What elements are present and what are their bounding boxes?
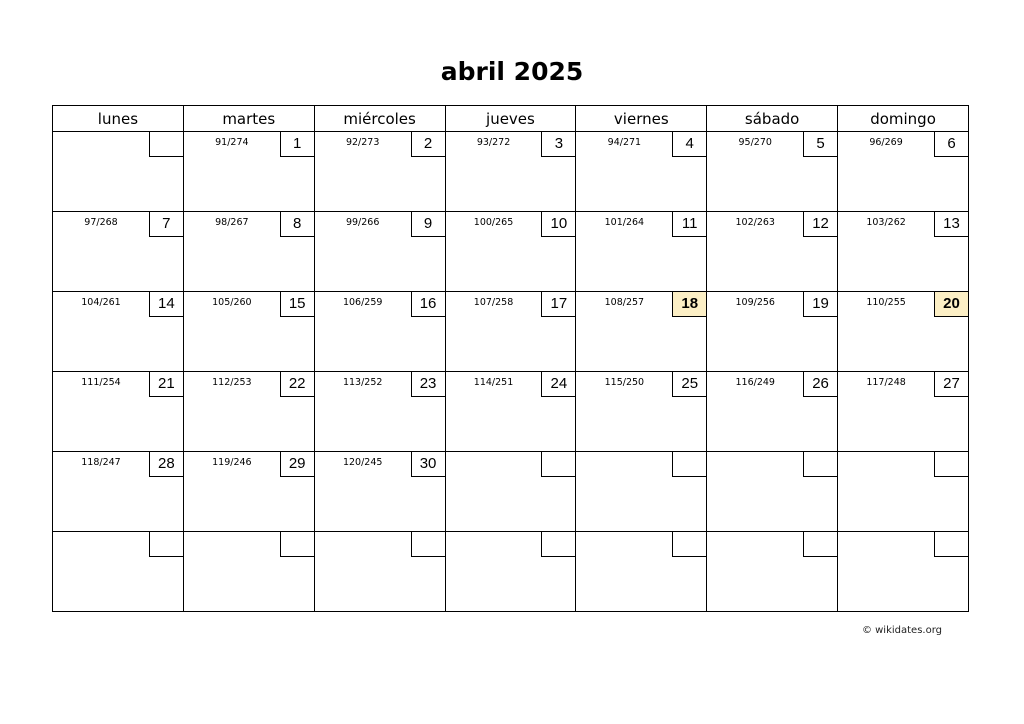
day-of-year-label: 102/263 <box>735 217 775 228</box>
day-of-year-label: 112/253 <box>212 377 252 388</box>
day-cell <box>53 452 184 532</box>
day-number: 29 <box>280 452 314 477</box>
day-of-year-label: 100/265 <box>473 217 514 228</box>
day-number: 26 <box>803 372 837 397</box>
week-row <box>53 132 969 212</box>
day-number: 1 <box>280 132 314 157</box>
day-of-year-label: 110/255 <box>866 297 906 308</box>
day-cell <box>183 132 314 212</box>
day-cell <box>53 292 184 372</box>
day-number: 9 <box>411 212 445 237</box>
day-number: 13 <box>934 212 968 237</box>
weekday-header: viernes <box>576 106 707 132</box>
week-row <box>53 372 969 452</box>
day-of-year-label: 105/260 <box>212 297 252 308</box>
day-number <box>541 452 575 477</box>
day-of-year-label: 91/274 <box>215 137 249 148</box>
day-cell <box>314 212 445 292</box>
day-number: 30 <box>411 452 445 477</box>
day-number: 3 <box>541 132 575 157</box>
day-number: 18 <box>672 292 706 317</box>
day-of-year-label: 96/269 <box>869 137 903 148</box>
weekday-header: domingo <box>838 106 969 132</box>
day-number <box>149 132 183 157</box>
day-cell <box>183 212 314 292</box>
week-row <box>53 532 969 612</box>
day-cell <box>707 372 838 452</box>
day-number: 24 <box>541 372 575 397</box>
day-number: 5 <box>803 132 837 157</box>
calendar-body <box>53 132 969 612</box>
copyright-footer: © wikidates.org <box>861 625 942 636</box>
day-number: 21 <box>149 372 183 397</box>
day-cell <box>445 452 576 532</box>
day-of-year-label: 117/248 <box>866 377 906 388</box>
day-number: 2 <box>411 132 445 157</box>
day-of-year-label: 119/246 <box>212 457 252 468</box>
day-cell <box>183 452 314 532</box>
day-number: 17 <box>541 292 575 317</box>
day-of-year-label: 116/249 <box>735 377 775 388</box>
weekday-header: sábado <box>707 106 838 132</box>
day-number: 7 <box>149 212 183 237</box>
day-cell <box>576 532 707 612</box>
day-cell <box>838 292 969 372</box>
week-row <box>53 212 969 292</box>
calendar-grid <box>52 105 969 612</box>
day-cell <box>53 532 184 612</box>
day-number: 6 <box>934 132 968 157</box>
day-of-year-label: 98/267 <box>215 217 249 228</box>
day-number <box>803 532 837 557</box>
day-number: 16 <box>411 292 445 317</box>
day-of-year-label: 107/258 <box>473 297 514 308</box>
day-of-year-label: 108/257 <box>604 297 645 308</box>
day-number: 27 <box>934 372 968 397</box>
day-number <box>672 532 706 557</box>
week-row <box>53 452 969 532</box>
day-number <box>934 532 968 557</box>
day-number: 11 <box>672 212 706 237</box>
day-cell <box>445 532 576 612</box>
day-of-year-label: 95/270 <box>738 137 772 148</box>
day-number <box>934 452 968 477</box>
day-of-year-label: 111/254 <box>81 377 121 388</box>
day-number <box>149 532 183 557</box>
day-cell <box>838 372 969 452</box>
weekday-header: miércoles <box>314 106 445 132</box>
day-number: 25 <box>672 372 706 397</box>
day-cell <box>183 532 314 612</box>
day-number <box>411 532 445 557</box>
day-of-year-label: 113/252 <box>342 377 383 388</box>
day-number <box>803 452 837 477</box>
week-row <box>53 292 969 372</box>
day-cell <box>707 532 838 612</box>
day-of-year-label: 120/245 <box>342 457 383 468</box>
day-number <box>541 532 575 557</box>
day-number <box>280 532 314 557</box>
calendar-title: abril 2025 <box>440 57 584 86</box>
day-cell <box>576 132 707 212</box>
day-number: 23 <box>411 372 445 397</box>
day-number: 22 <box>280 372 314 397</box>
day-number: 15 <box>280 292 314 317</box>
day-cell <box>445 132 576 212</box>
day-of-year-label: 93/272 <box>476 137 511 148</box>
day-cell <box>445 212 576 292</box>
day-cell <box>707 212 838 292</box>
day-cell <box>314 372 445 452</box>
day-number: 10 <box>541 212 575 237</box>
day-cell <box>314 532 445 612</box>
day-of-year-label: 109/256 <box>735 297 775 308</box>
day-cell <box>838 132 969 212</box>
day-number: 28 <box>149 452 183 477</box>
day-cell <box>53 132 184 212</box>
day-cell <box>183 372 314 452</box>
day-of-year-label: 114/251 <box>473 377 514 388</box>
day-of-year-label: 101/264 <box>604 217 645 228</box>
day-number: 12 <box>803 212 837 237</box>
day-of-year-label: 106/259 <box>342 297 383 308</box>
day-cell <box>53 372 184 452</box>
day-cell <box>445 292 576 372</box>
day-cell <box>576 372 707 452</box>
day-of-year-label: 94/271 <box>607 137 642 148</box>
day-cell <box>314 292 445 372</box>
day-cell <box>838 452 969 532</box>
day-cell <box>183 292 314 372</box>
weekday-header: lunes <box>53 106 184 132</box>
day-cell <box>707 132 838 212</box>
day-number: 19 <box>803 292 837 317</box>
day-cell <box>314 452 445 532</box>
day-number: 4 <box>672 132 706 157</box>
day-of-year-label: 115/250 <box>604 377 645 388</box>
day-of-year-label: 104/261 <box>81 297 121 308</box>
day-cell <box>53 212 184 292</box>
day-of-year-label: 97/268 <box>84 217 118 228</box>
day-cell <box>576 452 707 532</box>
day-cell <box>838 532 969 612</box>
day-of-year-label: 118/247 <box>81 457 121 468</box>
weekday-header-row <box>53 106 969 132</box>
day-number: 20 <box>934 292 968 317</box>
day-cell <box>707 452 838 532</box>
day-cell <box>838 212 969 292</box>
day-of-year-label: 99/266 <box>345 217 380 228</box>
day-cell <box>445 372 576 452</box>
day-of-year-label: 92/273 <box>345 137 380 148</box>
day-cell <box>314 132 445 212</box>
weekday-header: martes <box>183 106 314 132</box>
day-cell <box>576 292 707 372</box>
day-cell <box>707 292 838 372</box>
day-of-year-label: 103/262 <box>866 217 906 228</box>
weekday-header: jueves <box>445 106 576 132</box>
day-cell <box>576 212 707 292</box>
day-number: 8 <box>280 212 314 237</box>
day-number <box>672 452 706 477</box>
day-number: 14 <box>149 292 183 317</box>
